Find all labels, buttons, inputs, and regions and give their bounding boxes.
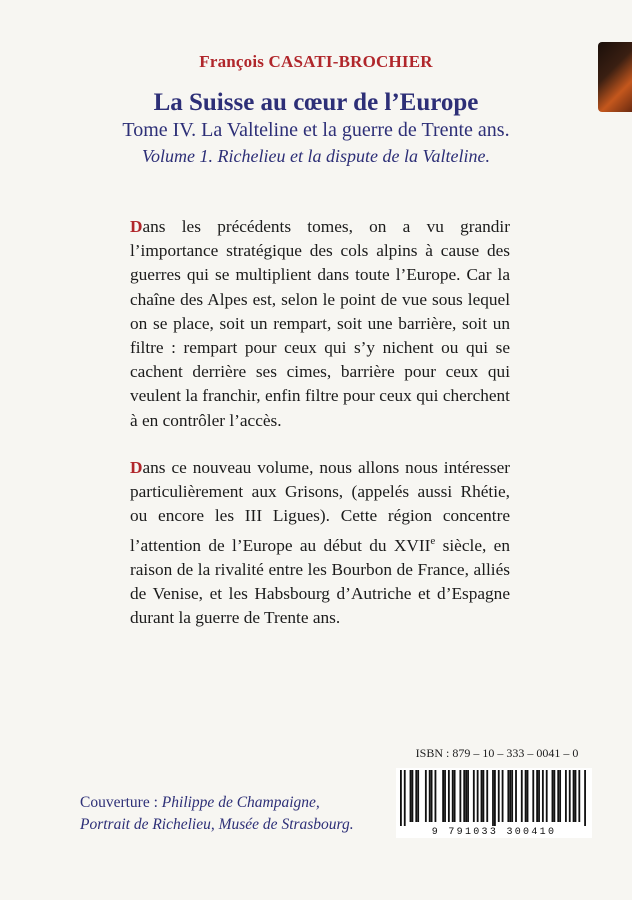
barcode-bar: [553, 770, 555, 822]
barcode-bar: [498, 770, 500, 822]
cover-credit-artist: Philippe de Champaigne,: [161, 794, 320, 811]
book-subtitle: Tome IV. La Valteline et la guerre de Trente ans.: [122, 119, 510, 141]
barcode-bar: [546, 770, 548, 822]
cover-credit-work: Portrait de Richelieu, Musée de Strasbourg.: [80, 816, 354, 833]
barcode-bar: [515, 770, 517, 822]
barcode-bar: [532, 770, 534, 822]
barcode-bar: [425, 770, 427, 822]
barcode-bar: [542, 770, 544, 822]
barcode-bar: [404, 770, 406, 826]
dropcap-letter: D: [130, 458, 143, 477]
barcode-bar: [565, 770, 567, 822]
barcode-bar: [492, 770, 494, 826]
barcode-bar: [502, 770, 504, 822]
book-title: La Suisse au cœur de l’Europe: [153, 89, 479, 116]
barcode-bar: [477, 770, 479, 822]
volume-title: Volume 1. Richelieu et la dispute de la Valteline.: [142, 146, 490, 166]
barcode-bar: [400, 770, 402, 826]
barcode-bar: [412, 770, 414, 822]
barcode-bar: [538, 770, 540, 822]
barcode-bar: [509, 770, 511, 822]
barcode-bar: [482, 770, 484, 822]
barcode-bar: [557, 770, 559, 822]
barcode-bar: [578, 770, 580, 822]
barcode-bar: [527, 770, 529, 822]
barcode-bar: [569, 770, 571, 822]
barcode-bar: [417, 770, 419, 822]
isbn-label: ISBN : 879 – 10 – 333 – 0041 – 0: [415, 746, 579, 760]
barcode-bar: [511, 770, 513, 822]
barcode-bar: [473, 770, 475, 822]
barcode-bar: [559, 770, 561, 822]
barcode-bar: [507, 770, 509, 822]
barcode-bar: [525, 770, 527, 822]
barcode-bar: [463, 770, 465, 822]
barcode-bar: [575, 770, 577, 822]
summary-paragraph-1: [130, 215, 510, 433]
barcode-bar: [552, 770, 554, 822]
barcode-bar: [521, 770, 523, 822]
barcode-bar: [444, 770, 446, 822]
barcode-bar: [410, 770, 412, 822]
barcode-bar: [431, 770, 433, 822]
barcode-bar: [573, 770, 575, 822]
barcode-bar: [442, 770, 444, 822]
superscript-e: e: [430, 534, 436, 547]
cover-credit-label: Couverture :: [80, 794, 162, 811]
summary-paragraph-2: [130, 456, 510, 630]
barcode-bar: [454, 770, 456, 822]
author-name: François CASATI-BROCHIER: [199, 52, 433, 71]
barcode-bar: [465, 770, 467, 822]
barcode-bar: [481, 770, 483, 822]
barcode-bar: [486, 770, 488, 822]
barcode-bar: [448, 770, 450, 822]
cover-credit: [80, 792, 380, 836]
barcode-bar: [459, 770, 461, 822]
barcode-bar: [584, 770, 586, 826]
barcode: [396, 768, 592, 838]
barcode-bar: [494, 770, 496, 826]
dropcap-letter: D: [130, 217, 143, 236]
barcode-bar: [435, 770, 437, 822]
paragraph-text: ans les précédents tomes, on a vu grandir l’importance stratégique des cols alpins à cause des guerres qui se multiplient dans toute l’Europe. Car la chaîne des Alpes est, selon le point de vue sous lequel on se place, soit un rempart, soit une barrière, soit un filtre : rempart pour ceux qui s’y nichent ou qui se cachent derrière ses cimes, barrière pour ceux qui veulent la franchir, enfin filtre pour ceux qui cherchent à en contrôler l’accès.: [130, 217, 510, 430]
barcode-bar: [415, 770, 417, 822]
barcode-digits: 9 791033 300410: [431, 827, 557, 838]
barcode-bar: [452, 770, 454, 822]
barcode-bar: [536, 770, 538, 822]
paragraph-text-after: siècle, en raison de la rivalité entre les Bourbon de France, alliés de Venise, et les Habsbourg d’Autriche et d’Espagne durant la guerre de Trente ans.: [130, 535, 510, 627]
barcode-bar: [467, 770, 469, 822]
barcode-bar: [429, 770, 431, 822]
paragraph-text-before: ans ce nouveau volume, nous allons nous intéresser particulièrement aux Grisons, (appelés aussi Rhétie, ou encore les III Ligues). Cette région concentre l’attention de l’Europe au début du XVII: [130, 458, 510, 555]
barcode-bars: [398, 770, 590, 826]
